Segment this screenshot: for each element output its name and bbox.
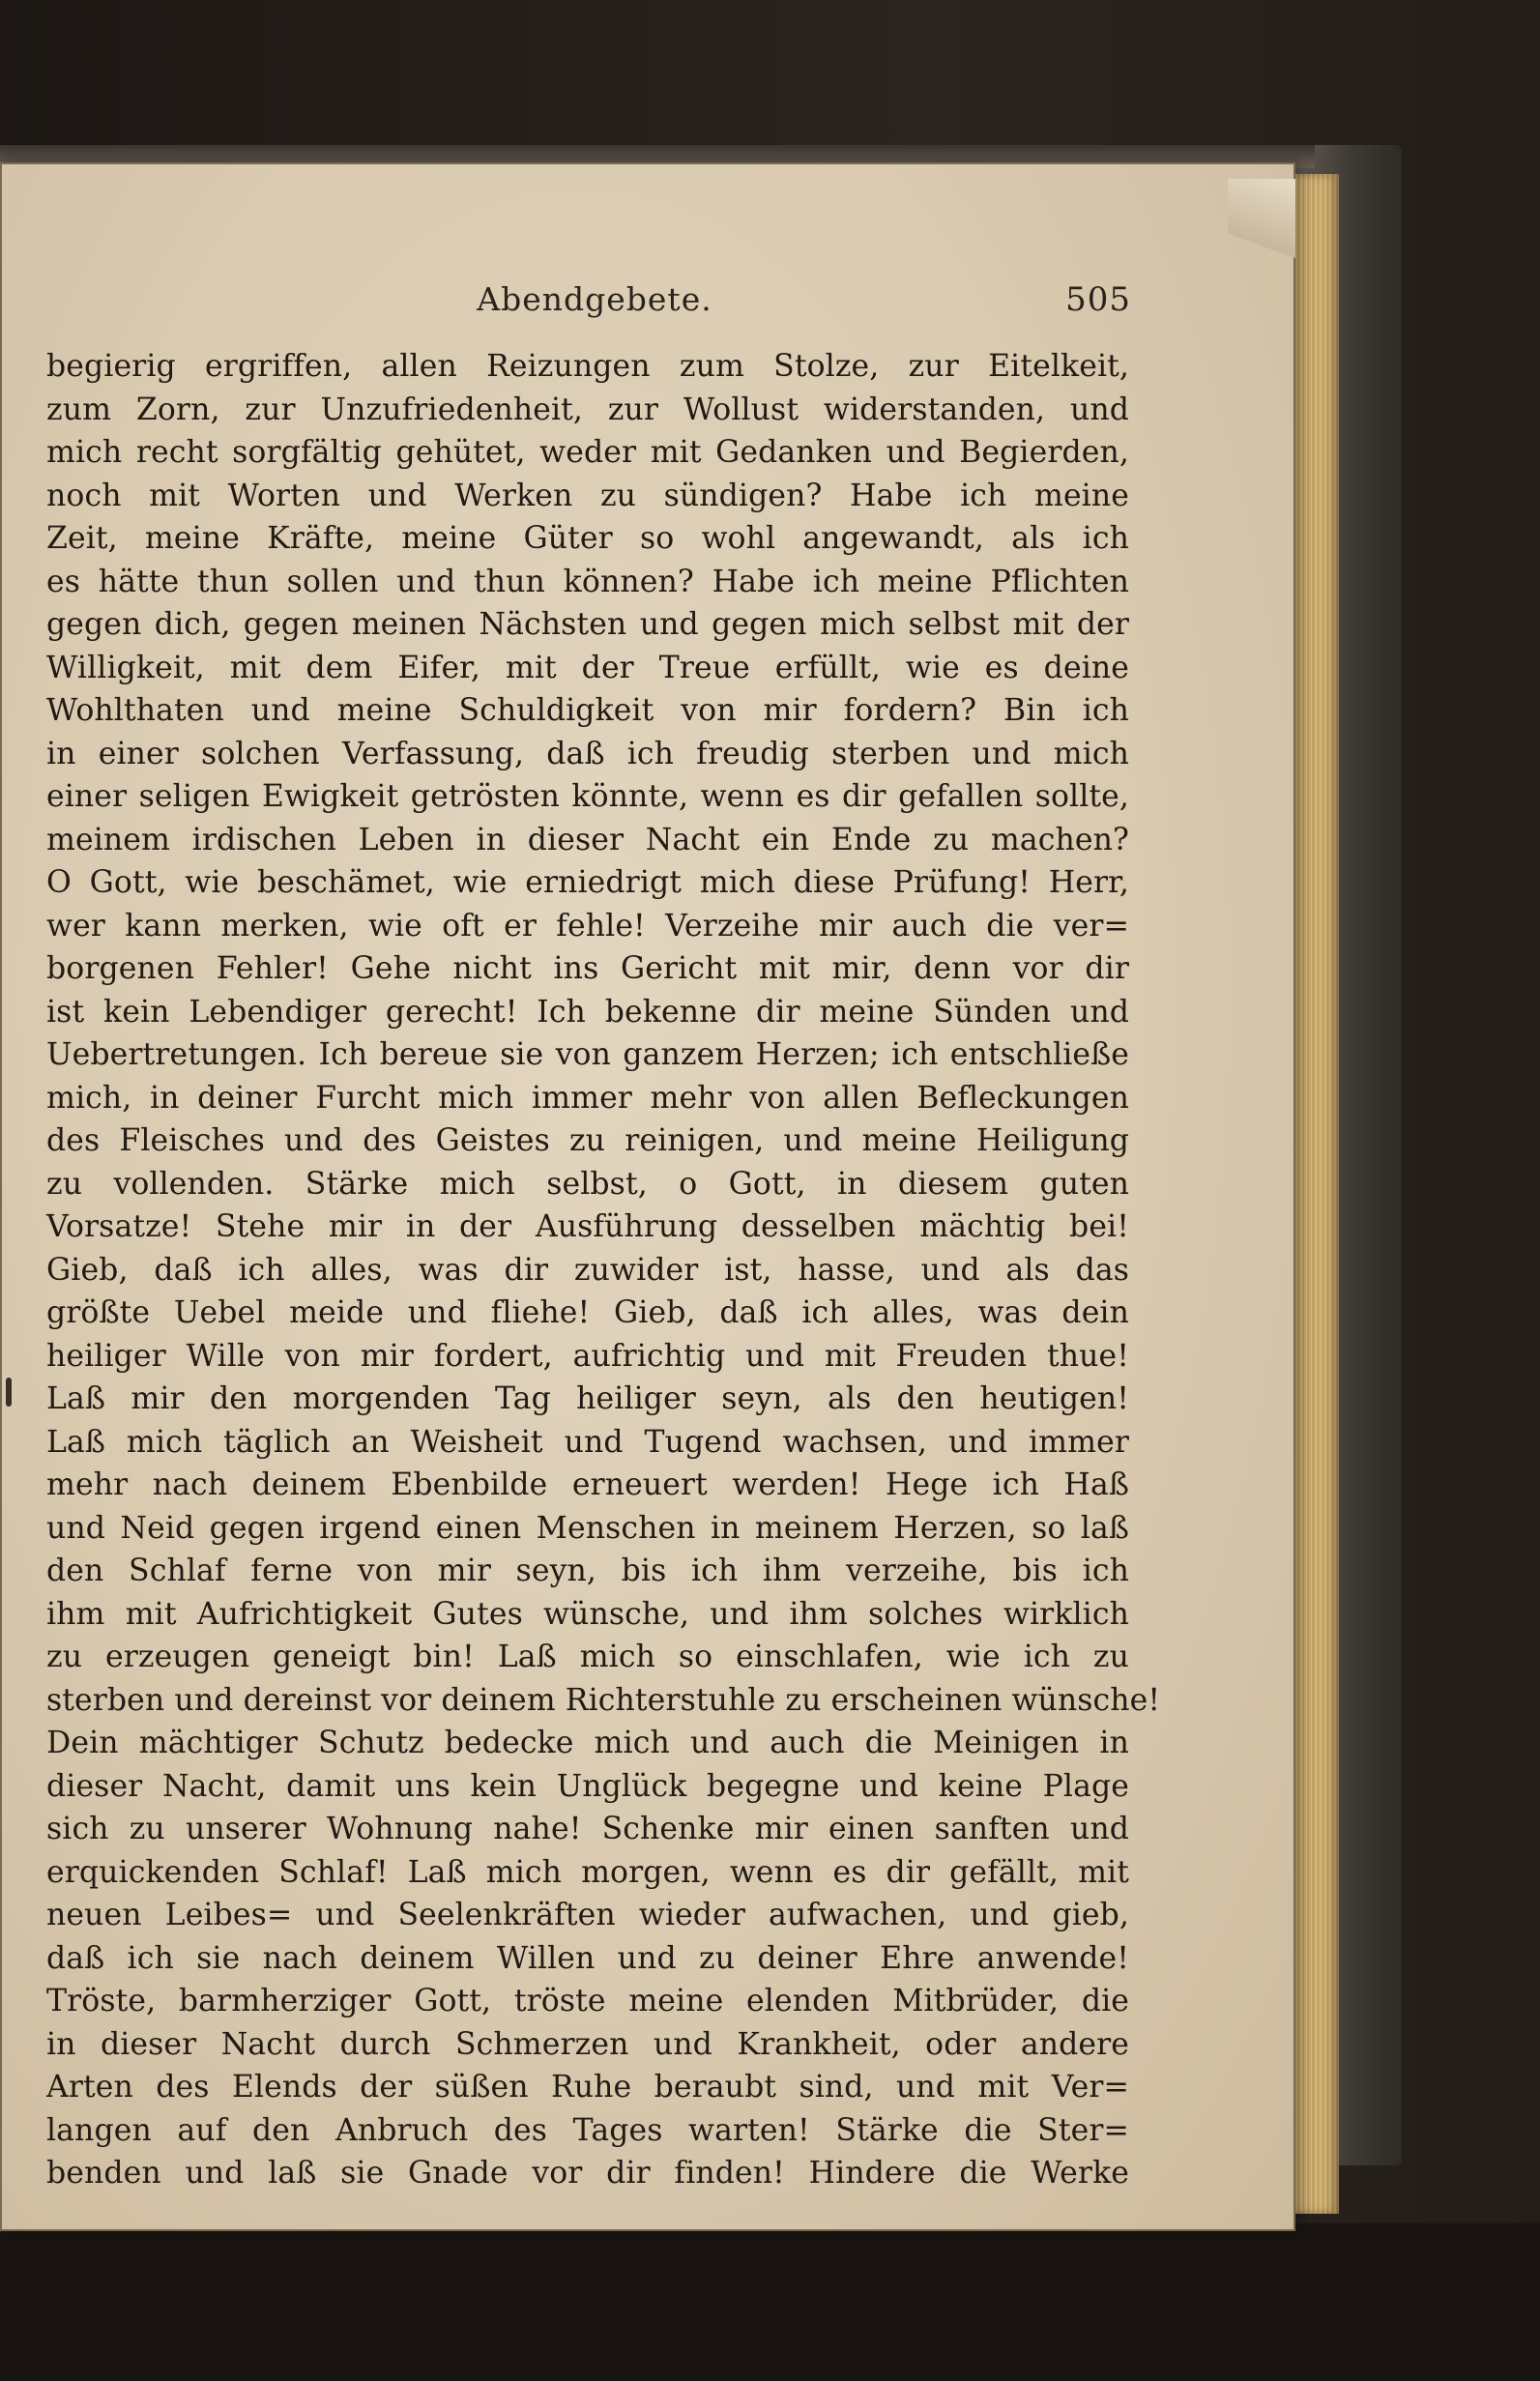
dog-ear-corner	[1228, 179, 1295, 285]
text-line: des Fleisches und des Geistes zu reinigen, und meine Heiligung	[46, 1123, 1129, 1158]
body-text	[46, 345, 1161, 2195]
text-line: zu vollenden. Stärke mich selbst, o Gott, in diesem guten	[46, 1166, 1129, 1202]
text-line: begierig ergriffen, allen Reizungen zum Stolze, zur Eitelkeit,	[46, 349, 1129, 384]
text-line: sich zu unserer Wohnung nahe! Schenke mir einen sanften und	[46, 1812, 1129, 1846]
text-line: mehr nach deinem Ebenbilde erneuert werden! Hege ich Haß	[46, 1467, 1129, 1502]
page-number: 505	[1065, 280, 1131, 319]
text-line: borgenen Fehler! Gehe nicht ins Gericht mit mir, denn vor dir	[46, 951, 1129, 986]
text-line: Zeit, meine Kräfte, meine Güter so wohl angewandt, als ich	[46, 521, 1129, 556]
text-line: Uebertretungen. Ich bereue sie von ganzem Herzen; ich entschließe	[46, 1037, 1129, 1072]
text-line: größte Uebel meide und fliehe! Gieb, daß ich alles, was dein	[46, 1295, 1129, 1330]
text-line: und Neid gegen irgend einen Menschen in meinem Herzen, so laß	[46, 1510, 1129, 1546]
text-line: zu erzeugen geneigt bin! Laß mich so einschlafen, wie ich zu	[46, 1640, 1129, 1674]
text-line: Dein mächtiger Schutz bedecke mich und auch die Meinigen in	[46, 1726, 1129, 1760]
table-background	[0, 2223, 1540, 2381]
text-line: Arten des Elends der süßen Ruhe beraubt sind, und mit Ver=	[46, 2070, 1129, 2105]
text-line: erquickenden Schlaf! Laß mich morgen, wenn es dir gefällt, mit	[46, 1854, 1129, 1890]
text-line: sterben und dereinst vor deinem Richterstuhle zu erscheinen wünsche!	[46, 1682, 1161, 1718]
text-line: ihm mit Aufrichtigkeit Gutes wünsche, und ihm solches wirklich	[46, 1596, 1129, 1632]
text-line: langen auf den Anbruch des Tages warten! Stärke die Ster=	[46, 2112, 1129, 2148]
text-line: benden und laß sie Gnade vor dir finden! Hindere die Werke	[46, 2156, 1129, 2191]
text-line: Laß mir den morgenden Tag heiliger seyn, als den heutigen!	[46, 1381, 1129, 1416]
text-line: Vorsatze! Stehe mir in der Ausführung desselben mächtig bei!	[46, 1209, 1129, 1244]
running-head: Abendgebete.	[477, 280, 712, 318]
text-line: ist kein Lebendiger gerecht! Ich bekenne dir meine Sünden und	[46, 994, 1129, 1030]
page-header	[58, 280, 1131, 327]
text-line: dieser Nacht, damit uns kein Unglück begegne und keine Plage	[46, 1768, 1129, 1804]
text-line: Wohlthaten und meine Schuldigkeit von mir fordern? Bin ich	[46, 693, 1129, 728]
text-line: in einer solchen Verfassung, daß ich freudig sterben und mich	[46, 736, 1129, 771]
text-line: heiliger Wille von mir fordert, aufrichtig und mit Freuden thue!	[46, 1338, 1129, 1374]
text-line: wer kann merken, wie oft er fehle! Verzeihe mir auch die ver=	[46, 908, 1129, 944]
text-line: Tröste, barmherziger Gott, tröste meine elenden Mitbrüder, die	[46, 1984, 1129, 2018]
text-line: meinem irdischen Leben in dieser Nacht ein Ende zu machen?	[46, 822, 1129, 857]
text-line: den Schlaf ferne von mir seyn, bis ich ihm verzeihe, bis ich	[46, 1553, 1129, 1588]
text-line: es hätte thun sollen und thun können? Habe ich meine Pflichten	[46, 564, 1129, 599]
text-line: einer seligen Ewigkeit getrösten könnte, wenn es dir gefallen sollte,	[46, 779, 1129, 814]
text-line: O Gott, wie beschämet, wie erniedrigt mich diese Prüfung! Herr,	[46, 865, 1129, 900]
text-line: Gieb, daß ich alles, was dir zuwider ist, hasse, und als das	[46, 1252, 1129, 1288]
text-line: Laß mich täglich an Weisheit und Tugend wachsen, und immer	[46, 1424, 1129, 1460]
text-line: in dieser Nacht durch Schmerzen und Krankheit, oder andere	[46, 2026, 1129, 2062]
text-line: daß ich sie nach deinem Willen und zu deiner Ehre anwende!	[46, 1940, 1129, 1976]
text-line: zum Zorn, zur Unzufriedenheit, zur Wollust widerstanden, und	[46, 392, 1129, 427]
text-line: noch mit Worten und Werken zu sündigen? Habe ich meine	[46, 478, 1129, 513]
text-line: mich recht sorgfältig gehütet, weder mit Gedanken und Begierden,	[46, 435, 1129, 470]
text-line: mich, in deiner Furcht mich immer mehr von allen Befleckungen	[46, 1080, 1129, 1116]
text-line: gegen dich, gegen meinen Nächsten und gegen mich selbst mit der	[46, 607, 1129, 642]
text-line: neuen Leibes= und Seelenkräften wieder aufwachen, und gieb,	[46, 1898, 1129, 1932]
text-line: Willigkeit, mit dem Eifer, mit der Treue erfüllt, wie es deine	[46, 650, 1129, 685]
margin-mark	[6, 1378, 12, 1407]
